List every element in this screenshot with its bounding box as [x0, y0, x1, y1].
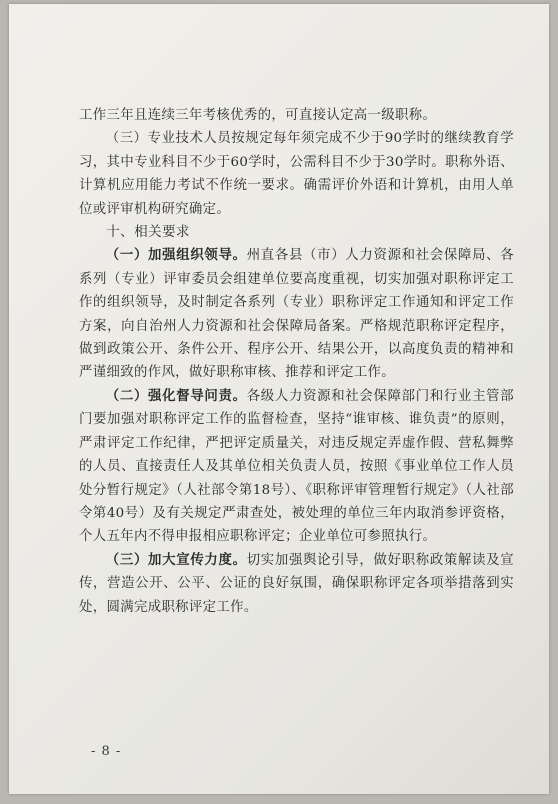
paragraph-supervision-accountability [79, 385, 514, 549]
paragraph-continuing-education [79, 127, 514, 221]
page-content [79, 104, 514, 619]
paragraph-lead: （二）强化督导问责。 [105, 387, 247, 404]
page-number: - 8 - [91, 744, 122, 759]
paragraph-text: 州直各县（市）人力资源和社会保障局、各系列（专业）评审委员会组建单位要高度重视，切实加强对职称评定工作的组织领导，及时制定各系列（专业）职称评定工作通知和评定工作方案，向自治州人力资源和社会保障局备案。严格规范职称评定程序，做到政策公开、条件公开、程序公开、结果公开，以高度负责的精神和严谨细致的作风，做好职称审核、推荐和评定工作。 [79, 248, 515, 381]
paragraph-organization-leadership [79, 244, 514, 384]
paragraph-text: 各级人力资源和社会保障部门和行业主管部门要加强对职称评定工作的监督检查，坚持“谁审核、谁负责”的原则，严肃评定工作纪律，严把评定质量关，对违反规定弄虚作假、营私舞弊的人员、直接责任人及其单位相关负责人员，按照《事业单位工作人员处分暂行规定》（人社部令第18号）、《职称评审管理暂行规定》（人社部令第40号）及有关规定严肃查处，被处理的单位三年内取消参评资格，个人五年内不得申报相应职称评定；企业单位可参照执行。 [79, 388, 515, 545]
paragraph-text: （三）专业技术人员按规定每年须完成不少于90学时的继续教育学习，其中专业科目不少于60学时，公需科目不少于30学时。职称外语、计算机应用能力考试不作统一要求。确需评价外语和计算机，由用人单位或评审机构研究确定。 [79, 131, 514, 217]
paragraph-text: 切实加强舆论引导，做好职称政策解读及宣传，营造公开、公平、公证的良好氛围，确保职称评定各项举措落到实处，圆满完成职称评定工作。 [79, 552, 515, 615]
paragraph-lead: （三）加大宣传力度。 [105, 551, 247, 568]
section-heading-requirements [79, 221, 514, 244]
document-page [9, 4, 549, 794]
paragraph-publicity [79, 549, 514, 619]
paragraph-text: 工作三年且连续三年考核优秀的，可直接认定高一级职称。 [79, 108, 437, 123]
paragraph-lead: （一）加强组织领导。 [105, 247, 247, 264]
paragraph-continuation [79, 104, 514, 127]
heading-text: 十、相关要求 [106, 224, 190, 241]
